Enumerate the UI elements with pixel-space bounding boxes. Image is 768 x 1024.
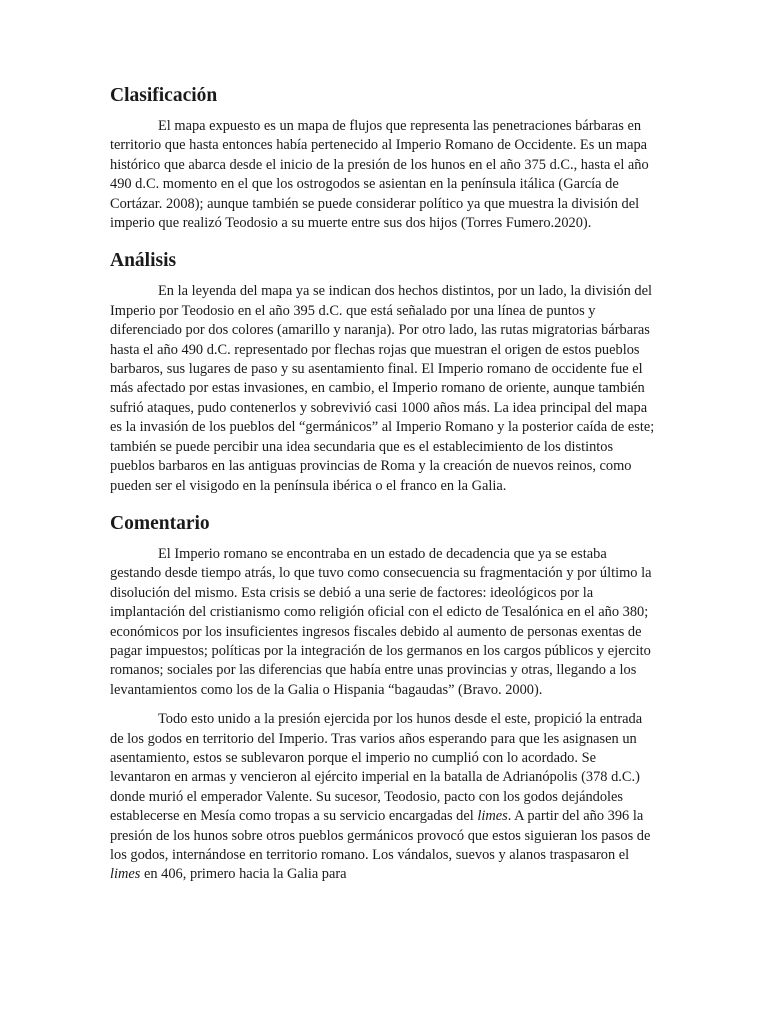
paragraph-comentario-2-part-1: Todo esto unido a la presión ejercida por los hunos desde el este, propició la entrada de los godos en territorio del Imperio. Tras varios años esperando para que les asignasen un asentamiento, estos se sublevaron porque el imperio no cumplió con lo acordado. Se levantaron en armas y vencieron al ejército imperial en la batalla de Adrianópolis (378 d.C.) donde murió el emperador Valente. Su sucesor, Teodosio, pacto con los godos dejándoles establecerse en Mesía como tropas a su servicio encargadas del xyxy=(110,711,643,825)
section-heading-clasificacion: Clasificación xyxy=(110,85,218,106)
section-heading-comentario: Comentario xyxy=(110,512,210,534)
paragraph-clasificacion: El mapa expuesto es un mapa de flujos que representa las penetraciones bárbaras en territorio que hasta entonces había pertenecido al Imperio Romano de Occidente. Es un mapa histórico que abarca desde el inicio de la presión de los hunos en el año 375 d.C., hasta el año 490 d.C. momento en el que los ostrogodos se asientan en la península itálica (García de Cortázar. 2008); aunque también se puede considerar político ya que muestra la división del imperio que realizó Teodosio a su muerte entre sus dos hijos (Torres Fumero.2020). xyxy=(110,118,649,232)
section-comentario xyxy=(110,512,658,885)
paragraph-comentario-2-limes-2: limes xyxy=(110,866,141,883)
paragraph-comentario-2-limes-1: limes xyxy=(477,808,508,825)
section-clasificacion xyxy=(110,84,658,233)
paragraph-comentario-1: El Imperio romano se encontraba en un estado de decadencia que ya se estaba gestando desde tiempo atrás, lo que tuvo como consecuencia su fragmentación y por último la disolución del mismo. Esta crisis se debió a una serie de factores: ideológicos por la implantación del cristianismo como religión oficial con el edicto de Tesalónica en el año 380; económicos por los insuficientes ingresos fiscales debido al aumento de personas exentas de pagar impuestos; políticas por la integración de los germanos en los cargos públicos y ejercito romanos; sociales por las diferencias que había entre unas provincias y otras, llegando a los levantamientos como los de la Galia o Hispania “bagaudas” (Bravo. 2000). xyxy=(110,545,652,698)
section-heading-analisis: Análisis xyxy=(110,250,177,272)
paragraph-comentario-2-part-2: . A partir del año 396 la presión de los hunos sobre otros pueblos germánicos provocó que estos siguieran los pasos de los godos, internándose en territorio romano. Los vándalos, suevos y alanos traspasaron el xyxy=(110,808,651,863)
paragraph-comentario-2 xyxy=(110,710,658,885)
paragraph-analisis: En la leyenda del mapa ya se indican dos hechos distintos, por un lado, la división del Imperio por Teodosio en el año 395 d.C. que está señalado por una línea de puntos y diferenciado por dos colores (amarillo y naranja). Por otro lado, las rutas migratorias bárbaras hasta el año 490 d.C. representado por flechas rojas que muestran el origen de estos pueblos barbaros, sus lugares de paso y su asentamiento final. El Imperio romano de occidente fue el más afectado por estas invasiones, en cambio, el Imperio romano de oriente, aunque también sufrió ataques, pudo contenerlos y sobrevivió casi 1000 años más. La idea principal del mapa es la invasión de los pueblos del “germánicos” al Imperio Romano y la posterior caída de este; también se puede percibir una idea secundaria que es el establecimiento de los distintos pueblos barbaros en las antiguas provincias de Roma y la creación de nuevos reinos, como pueden ser el visigodo en la península ibérica o el franco en la Galia. xyxy=(110,283,655,494)
section-analisis xyxy=(110,249,658,495)
paragraph-comentario-2-part-3: en 406, primero hacia la Galia para xyxy=(140,866,347,883)
